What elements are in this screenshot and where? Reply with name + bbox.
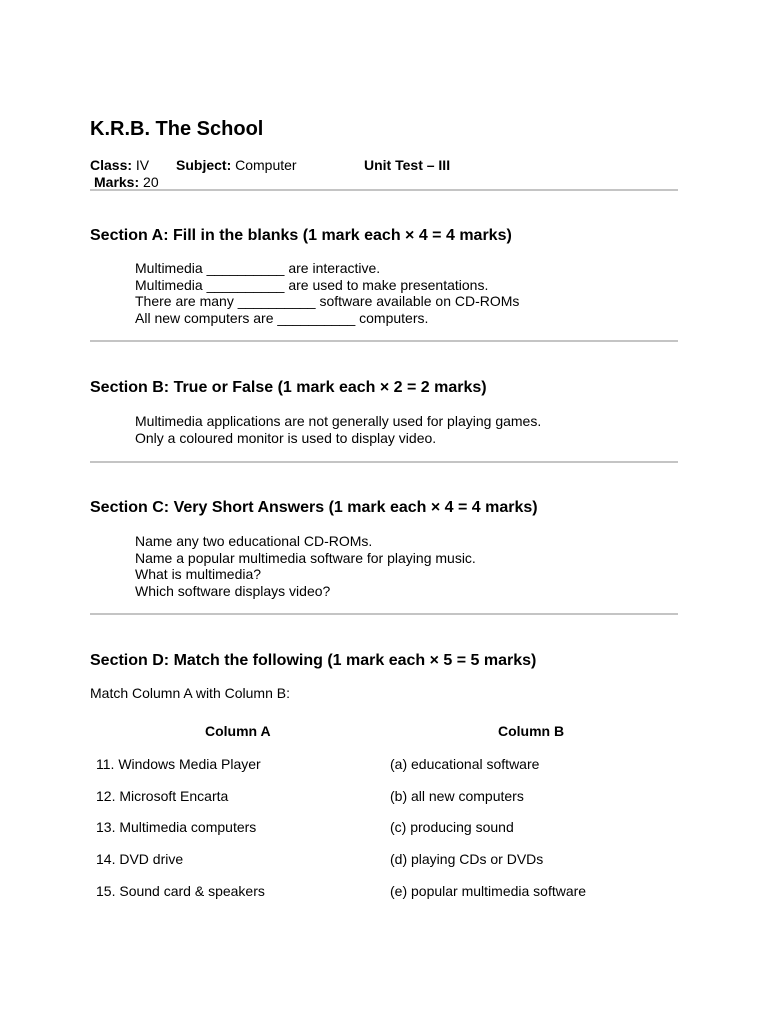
class-value: IV <box>135 157 150 173</box>
section-b-heading: Section B: True or False (1 mark each × 2 = 2 marks) <box>90 379 487 396</box>
divider <box>90 461 678 463</box>
match-column-b-item: (d) playing CDs or DVDs <box>390 851 544 867</box>
match-column-a-item: 11. Windows Media Player <box>96 756 261 772</box>
section-a-heading: Section A: Fill in the blanks (1 mark each × 4 = 4 marks) <box>90 227 512 244</box>
section-d-heading: Section D: Match the following (1 mark each × 5 = 5 marks) <box>90 652 537 669</box>
test-name: Unit Test – III <box>364 157 451 173</box>
match-column-a-item: 13. Multimedia computers <box>96 819 257 835</box>
section-c-heading: Section C: Very Short Answers (1 mark each × 4 = 4 marks) <box>90 499 538 516</box>
match-column-b-item: (e) popular multimedia software <box>390 883 587 899</box>
marks-value: 20 <box>143 174 159 190</box>
column-b-header: Column B <box>498 723 565 739</box>
match-column-b-item: (a) educational software <box>390 756 540 772</box>
school-title: K.R.B. The School <box>90 118 264 140</box>
match-column-a-item: 14. DVD drive <box>96 851 184 867</box>
match-column-a-item: 15. Sound card & speakers <box>96 883 265 899</box>
divider <box>90 613 678 615</box>
column-a-header: Column A <box>205 723 271 739</box>
match-column-b-item: (b) all new computers <box>390 788 524 804</box>
divider <box>90 189 678 191</box>
subject-label: Subject: <box>176 157 232 173</box>
subject-value: Computer <box>235 157 297 173</box>
subject-info <box>176 157 297 174</box>
match-column-a-item: 12. Microsoft Encarta <box>96 788 229 804</box>
class-label: Class: <box>90 157 133 173</box>
class-info <box>90 157 149 174</box>
divider <box>90 340 678 342</box>
match-intro: Match Column A with Column B: <box>90 685 290 701</box>
exam-page: K.R.B. The School Class: IV Subject: Computer Unit Test – III Marks: 20 Section A: Fill in the blanks (1 mark each × 4 = 4 marks) Multimedia __________ are interactive. Multimedia __________ are used to make presentations. There are many __________ software available on CD-ROMs All new computers are __________ computers. Section B: True or False (1 mark each × 2 = 2 marks) Multimedia applications are not generally used for playing games. Only a coloured monitor is used to display video. Section C: Very Short Answers (1 mark each × 4 = 4 marks) Name any two educational CD-ROMs. Name a popular multimedia software for playing music. What is multimedia? Which software displays video? Section D: Match the following (1 mark each × 5 = 5 marks) Match Column A with Column B: Column A Column B 11. Windows Media Player (a) educational software 12. Microsoft Encarta (b) all new computers 13. Multimedia computers (c) producing sound 14. DVD drive (d) playing CDs or DVDs 15. Sound card & speakers (e) popular multimedia software <box>0 0 768 1024</box>
marks-label: Marks: <box>94 174 140 190</box>
match-column-b-item: (c) producing sound <box>390 819 514 835</box>
